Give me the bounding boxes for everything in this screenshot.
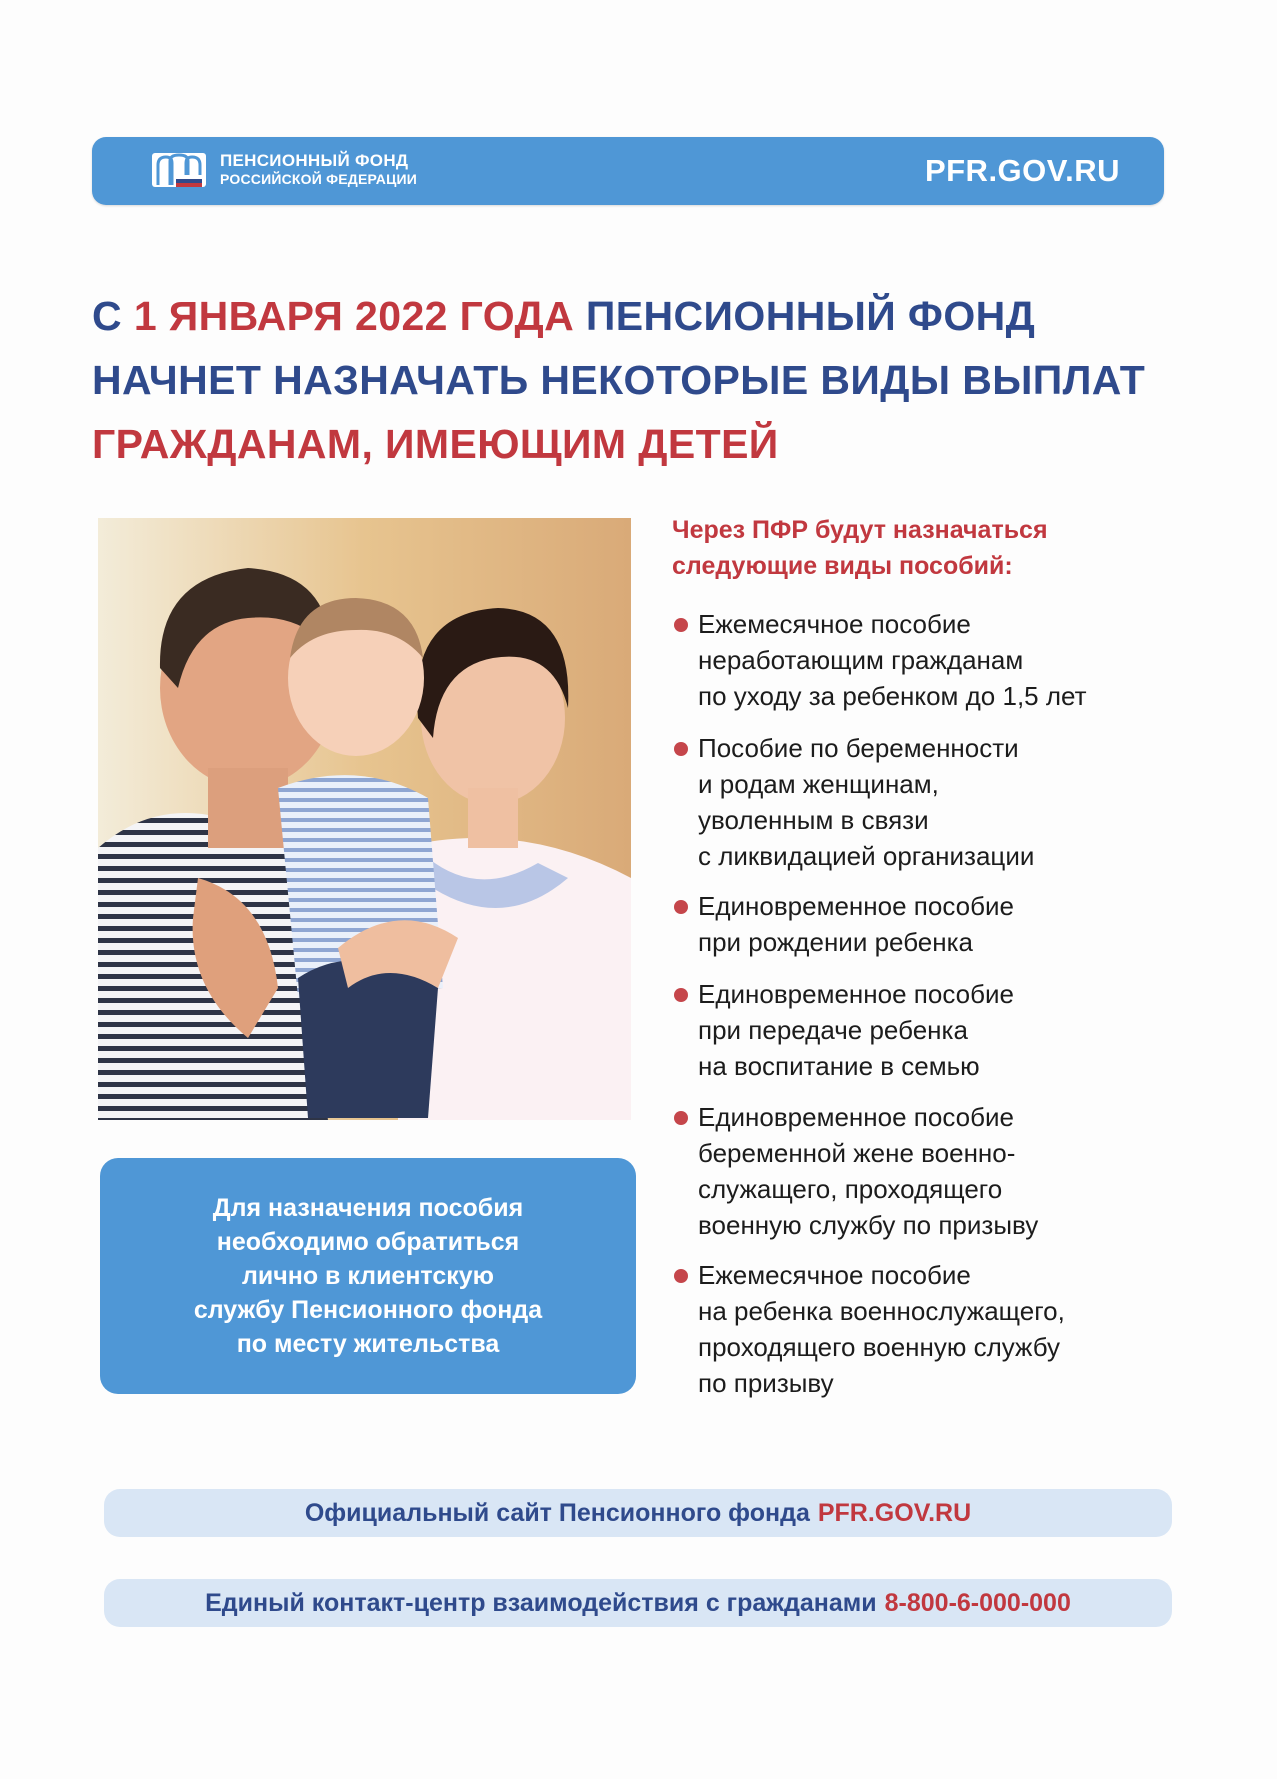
list-item [672, 1099, 1262, 1243]
header-bar [92, 137, 1164, 205]
pfr-logo-icon [150, 149, 208, 193]
headline-part1: С [92, 293, 134, 339]
list-item [672, 730, 1262, 874]
org-name-line2: РОССИЙСКОЙ ФЕДЕРАЦИИ [220, 170, 418, 187]
bullet-icon [674, 618, 688, 632]
list-item [672, 606, 1262, 714]
benefit-text: Единовременное пособие беременной жене военно- служащего, проходящего военную службу по призыву [698, 1102, 1039, 1240]
list-item [672, 888, 1262, 960]
list-item [672, 1257, 1262, 1401]
list-item [672, 976, 1262, 1084]
org-name-line1: ПЕНСИОННЫЙ ФОНД [220, 151, 409, 170]
page-title [92, 284, 1202, 476]
headline-date: 1 ЯНВАРЯ 2022 ГОДА [133, 293, 575, 339]
family-photo [98, 518, 631, 1120]
benefit-text: Единовременное пособие при передаче ребенка на воспитание в семью [698, 979, 1014, 1081]
benefit-text: Пособие по беременности и родам женщинам, уволенным в связи с ликвидацией организации [698, 733, 1035, 871]
benefit-text: Единовременное пособие при рождении ребенка [698, 891, 1014, 957]
footer-site-label: Официальный сайт Пенсионного фонда [304, 1498, 810, 1527]
bullet-icon [674, 1111, 688, 1125]
notice-text: Для назначения пособия необходимо обратиться лично в клиентскую службу Пенсионного фонда по месту жительства [193, 1194, 543, 1358]
header-site-link[interactable]: PFR.GOV.RU [924, 153, 1120, 188]
footer-contact-label: Единый контакт-центр взаимодействия с гражданами [205, 1588, 877, 1617]
bullet-icon [674, 1269, 688, 1283]
footer-site-link[interactable]: PFR.GOV.RU [817, 1498, 972, 1527]
benefit-text: Ежемесячное пособие неработающим гражданам по уходу за ребенком до 1,5 лет [698, 609, 1087, 711]
footer-site-bar [104, 1489, 1172, 1537]
org-name [220, 151, 417, 187]
notice-box [100, 1158, 636, 1394]
bullet-icon [674, 742, 688, 756]
headline-part3: ПЕНСИОННЫЙ ФОНД НАЧНЕТ НАЗНАЧАТЬ НЕКОТОРЫЕ ВИДЫ ВЫПЛАТ [92, 293, 1146, 403]
footer-phone-link[interactable]: 8-800-6-000-000 [884, 1588, 1071, 1617]
headline-part4: ГРАЖДАНАМ, ИМЕЮЩИМ ДЕТЕЙ [92, 421, 779, 467]
family-photo-image [98, 518, 631, 1120]
benefit-text: Ежемесячное пособие на ребенка военнослужащего, проходящего военную службу по призыву [698, 1260, 1065, 1398]
footer-contact-bar [104, 1579, 1172, 1627]
bullet-icon [674, 988, 688, 1002]
bullet-icon [674, 900, 688, 914]
benefits-heading: Через ПФР будут назначаться следующие виды пособий: [672, 516, 1048, 580]
